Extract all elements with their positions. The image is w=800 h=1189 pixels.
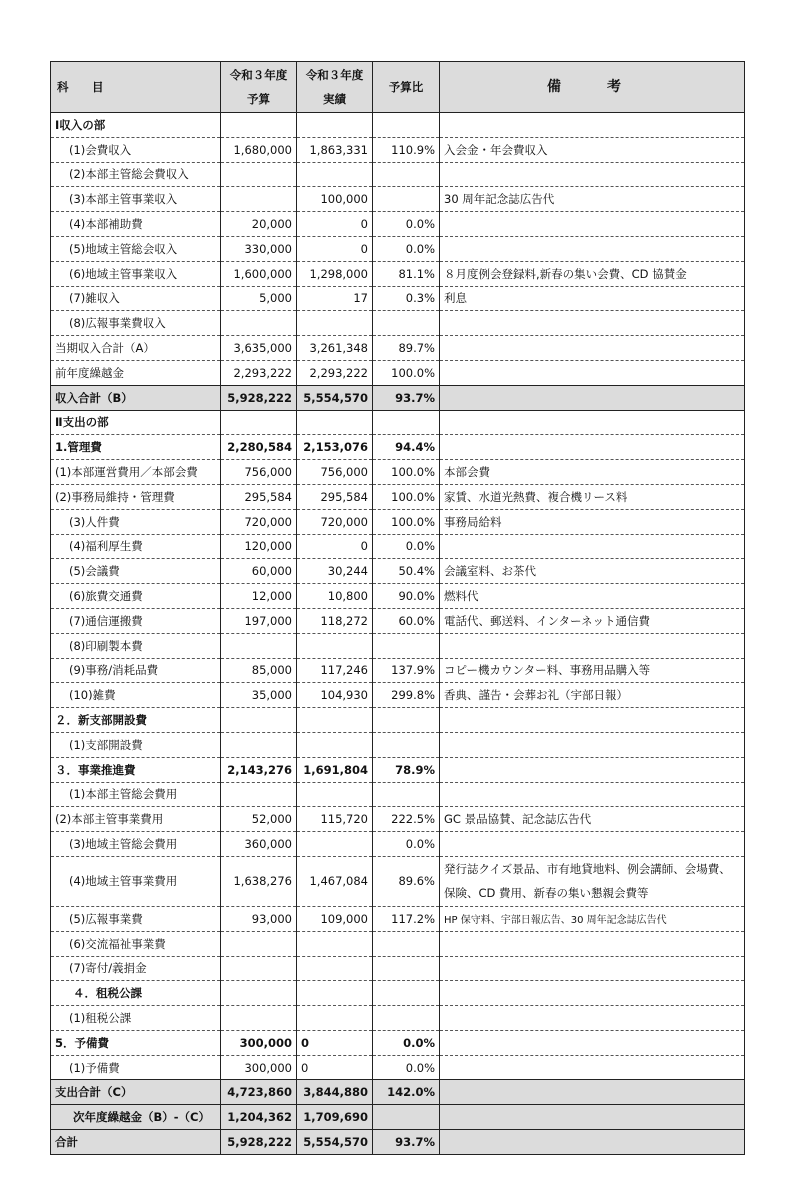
row-budget: 5,928,222 <box>221 385 297 410</box>
table-row <box>51 981 745 1006</box>
row-budget: 1,600,000 <box>221 261 297 286</box>
table-row <box>51 162 745 187</box>
row-label: (6)地域主管事業収入 <box>51 261 221 286</box>
row-budget: 93,000 <box>221 906 297 931</box>
row-budget <box>221 931 297 956</box>
row-budget: 300,000 <box>221 1030 297 1055</box>
table-row <box>51 708 745 733</box>
row-ratio <box>373 1006 440 1031</box>
row-remarks: 入会金・年会費収入 <box>440 137 745 162</box>
row-ratio: 93.7% <box>373 385 440 410</box>
table-row <box>51 559 745 584</box>
row-ratio: 100.0% <box>373 360 440 385</box>
row-budget: 330,000 <box>221 236 297 261</box>
row-ratio: 93.7% <box>373 1130 440 1155</box>
row-ratio: 0.0% <box>373 236 440 261</box>
row-label: (6)交流福祉事業費 <box>51 931 221 956</box>
row-remarks <box>440 757 745 782</box>
row-ratio <box>373 732 440 757</box>
row-label: (1)会費収入 <box>51 137 221 162</box>
row-budget: 2,280,584 <box>221 435 297 460</box>
row-actual: 100,000 <box>297 187 373 212</box>
header-actual-label: 実績 <box>323 92 346 106</box>
row-budget: 360,000 <box>221 832 297 857</box>
row-remarks: ８月度例会登録料,新春の集い会費、CD 協賛金 <box>440 261 745 286</box>
row-remarks: 会議室料、お茶代 <box>440 559 745 584</box>
row-budget <box>221 956 297 981</box>
row-ratio <box>373 162 440 187</box>
row-remarks: 30 周年記念誌広告代 <box>440 187 745 212</box>
row-label: (1)支部開設費 <box>51 732 221 757</box>
table-row <box>51 460 745 485</box>
row-budget: 52,000 <box>221 807 297 832</box>
table-row <box>51 410 745 435</box>
row-label: (5)地域主管総会収入 <box>51 236 221 261</box>
row-actual: 1,863,331 <box>297 137 373 162</box>
row-actual: 0 <box>297 1030 373 1055</box>
row-label: 合計 <box>51 1130 221 1155</box>
row-ratio: 0.3% <box>373 286 440 311</box>
row-remarks: 発行誌クイズ景品、市有地貸地料、例会講師、会場費、保険、CD 費用、新春の集い懇親会費等 <box>440 856 745 906</box>
row-actual <box>297 410 373 435</box>
table-row <box>51 584 745 609</box>
row-actual: 30,244 <box>297 559 373 584</box>
row-actual: 5,554,570 <box>297 1130 373 1155</box>
table-row <box>51 509 745 534</box>
row-budget: 5,000 <box>221 286 297 311</box>
table-row <box>51 832 745 857</box>
row-ratio: 0.0% <box>373 1055 440 1080</box>
table-row <box>51 484 745 509</box>
row-actual: 17 <box>297 286 373 311</box>
header-actual-year: 令和３年度 <box>305 68 364 82</box>
table-row <box>51 658 745 683</box>
row-label: 収入合計（B） <box>51 385 221 410</box>
header-subject: 科 目 <box>51 62 221 113</box>
row-actual: 720,000 <box>297 509 373 534</box>
row-budget: 20,000 <box>221 212 297 237</box>
row-label: (1)本部運営費用／本部会費 <box>51 460 221 485</box>
row-label: (1)本部主管総会費用 <box>51 782 221 807</box>
row-remarks <box>440 1030 745 1055</box>
table-row <box>51 286 745 311</box>
row-remarks: 事務局給料 <box>440 509 745 534</box>
row-ratio: 100.0% <box>373 484 440 509</box>
row-budget: 300,000 <box>221 1055 297 1080</box>
row-ratio: 0.0% <box>373 1030 440 1055</box>
row-label: 5．予備費 <box>51 1030 221 1055</box>
row-ratio: 222.5% <box>373 807 440 832</box>
row-label: (4)本部補助費 <box>51 212 221 237</box>
row-remarks <box>440 311 745 336</box>
row-remarks <box>440 832 745 857</box>
row-actual <box>297 162 373 187</box>
row-actual <box>297 782 373 807</box>
row-budget: 1,204,362 <box>221 1105 297 1130</box>
row-actual: 5,554,570 <box>297 385 373 410</box>
row-budget: 60,000 <box>221 559 297 584</box>
row-ratio: 94.4% <box>373 435 440 460</box>
header-budget <box>221 62 297 113</box>
row-actual <box>297 633 373 658</box>
row-remarks: HP 保守料、宇部日報広告、30 周年記念誌広告代 <box>440 906 745 931</box>
row-actual <box>297 708 373 733</box>
row-remarks: GC 景品協賛、記念誌広告代 <box>440 807 745 832</box>
row-remarks <box>440 1105 745 1130</box>
row-ratio <box>373 782 440 807</box>
row-ratio: 89.6% <box>373 856 440 906</box>
row-ratio: 137.9% <box>373 658 440 683</box>
row-ratio <box>373 311 440 336</box>
row-budget <box>221 732 297 757</box>
row-actual: 10,800 <box>297 584 373 609</box>
row-actual: 1,298,000 <box>297 261 373 286</box>
row-remarks <box>440 956 745 981</box>
table-row <box>51 137 745 162</box>
row-ratio: 60.0% <box>373 608 440 633</box>
row-remarks <box>440 113 745 138</box>
row-ratio <box>373 1105 440 1130</box>
table-row <box>51 360 745 385</box>
row-ratio: 299.8% <box>373 683 440 708</box>
row-budget: 3,635,000 <box>221 336 297 361</box>
row-actual <box>297 956 373 981</box>
table-row <box>51 212 745 237</box>
row-label: Ⅰ収入の部 <box>51 113 221 138</box>
row-label: (2)本部主管事業費用 <box>51 807 221 832</box>
table-row <box>51 1130 745 1155</box>
row-remarks: コピー機カウンター料、事務用品購入等 <box>440 658 745 683</box>
row-label: (8)広報事業費収入 <box>51 311 221 336</box>
row-budget <box>221 113 297 138</box>
row-ratio: 50.4% <box>373 559 440 584</box>
row-remarks <box>440 931 745 956</box>
table-row <box>51 1006 745 1031</box>
row-ratio: 100.0% <box>373 509 440 534</box>
row-ratio: 78.9% <box>373 757 440 782</box>
row-remarks: 燃料代 <box>440 584 745 609</box>
row-actual <box>297 1006 373 1031</box>
row-budget: 85,000 <box>221 658 297 683</box>
row-ratio: 100.0% <box>373 460 440 485</box>
row-actual <box>297 981 373 1006</box>
row-ratio: 142.0% <box>373 1080 440 1105</box>
table-row <box>51 931 745 956</box>
table-row <box>51 856 745 906</box>
row-remarks: 香典、謹告・会葬お礼（宇部日報） <box>440 683 745 708</box>
row-label: (2)事務局維持・管理費 <box>51 484 221 509</box>
row-ratio <box>373 931 440 956</box>
row-actual: 3,261,348 <box>297 336 373 361</box>
table-row <box>51 236 745 261</box>
header-budget-year: 令和３年度 <box>229 68 288 82</box>
table-row <box>51 113 745 138</box>
row-label: 当期収入合計（A） <box>51 336 221 361</box>
report-body <box>51 113 745 1155</box>
row-ratio <box>373 410 440 435</box>
row-ratio: 89.7% <box>373 336 440 361</box>
row-label: (3)本部主管事業収入 <box>51 187 221 212</box>
row-budget <box>221 187 297 212</box>
row-remarks: 電話代、郵送料、インターネット通信費 <box>440 608 745 633</box>
budget-report-table <box>50 61 745 1155</box>
row-label: 前年度繰越金 <box>51 360 221 385</box>
row-actual: 0 <box>297 1055 373 1080</box>
table-row <box>51 385 745 410</box>
row-actual <box>297 311 373 336</box>
row-label: ４．租税公課 <box>51 981 221 1006</box>
header-actual <box>297 62 373 113</box>
row-label: (7)寄付/義捐金 <box>51 956 221 981</box>
row-budget: 1,638,276 <box>221 856 297 906</box>
row-actual: 104,930 <box>297 683 373 708</box>
row-actual: 0 <box>297 236 373 261</box>
table-row <box>51 1080 745 1105</box>
row-ratio: 117.2% <box>373 906 440 931</box>
row-label: (7)通信運搬費 <box>51 608 221 633</box>
row-budget <box>221 782 297 807</box>
row-label: 支出合計（C） <box>51 1080 221 1105</box>
row-remarks <box>440 732 745 757</box>
row-budget: 4,723,860 <box>221 1080 297 1105</box>
row-actual <box>297 832 373 857</box>
row-budget: 120,000 <box>221 534 297 559</box>
row-ratio <box>373 633 440 658</box>
row-label: (4)福利厚生費 <box>51 534 221 559</box>
row-label: Ⅱ支出の部 <box>51 410 221 435</box>
table-row <box>51 435 745 460</box>
row-ratio <box>373 187 440 212</box>
row-label: (3)人件費 <box>51 509 221 534</box>
row-ratio: 110.9% <box>373 137 440 162</box>
row-actual: 0 <box>297 212 373 237</box>
table-row <box>51 187 745 212</box>
row-remarks <box>440 360 745 385</box>
row-remarks: 利息 <box>440 286 745 311</box>
row-label: (3)地域主管総会費用 <box>51 832 221 857</box>
table-row <box>51 1030 745 1055</box>
row-label: 1.管理費 <box>51 435 221 460</box>
row-label: 次年度繰越金（B）-（C） <box>51 1105 221 1130</box>
row-ratio <box>373 956 440 981</box>
row-budget: 12,000 <box>221 584 297 609</box>
row-label: (2)本部主管総会費収入 <box>51 162 221 187</box>
row-actual: 1,709,690 <box>297 1105 373 1130</box>
row-budget: 5,928,222 <box>221 1130 297 1155</box>
row-actual: 295,584 <box>297 484 373 509</box>
row-remarks <box>440 1080 745 1105</box>
table-row <box>51 956 745 981</box>
row-remarks <box>440 1006 745 1031</box>
row-label: (1)予備費 <box>51 1055 221 1080</box>
row-budget <box>221 981 297 1006</box>
row-actual <box>297 732 373 757</box>
table-row <box>51 261 745 286</box>
row-budget: 1,680,000 <box>221 137 297 162</box>
row-budget: 756,000 <box>221 460 297 485</box>
row-budget: 2,293,222 <box>221 360 297 385</box>
table-row <box>51 807 745 832</box>
table-row <box>51 757 745 782</box>
row-ratio: 90.0% <box>373 584 440 609</box>
table-row <box>51 732 745 757</box>
table-row <box>51 633 745 658</box>
row-label: (1)租税公課 <box>51 1006 221 1031</box>
row-actual: 115,720 <box>297 807 373 832</box>
header-ratio: 予算比 <box>373 62 440 113</box>
table-row <box>51 1055 745 1080</box>
row-remarks <box>440 410 745 435</box>
row-remarks <box>440 633 745 658</box>
row-ratio: 0.0% <box>373 212 440 237</box>
row-budget <box>221 311 297 336</box>
row-budget <box>221 1006 297 1031</box>
row-actual: 118,272 <box>297 608 373 633</box>
row-budget: 720,000 <box>221 509 297 534</box>
table-row <box>51 683 745 708</box>
row-label: (9)事務/消耗品費 <box>51 658 221 683</box>
table-row <box>51 534 745 559</box>
row-remarks <box>440 162 745 187</box>
row-actual: 1,691,804 <box>297 757 373 782</box>
row-remarks <box>440 981 745 1006</box>
row-actual: 109,000 <box>297 906 373 931</box>
row-remarks: 家賃、水道光熱費、複合機リース料 <box>440 484 745 509</box>
table-row <box>51 608 745 633</box>
row-budget <box>221 162 297 187</box>
row-remarks <box>440 212 745 237</box>
row-actual <box>297 113 373 138</box>
row-budget: 2,143,276 <box>221 757 297 782</box>
row-remarks <box>440 385 745 410</box>
table-row <box>51 311 745 336</box>
row-remarks <box>440 1055 745 1080</box>
row-remarks <box>440 1130 745 1155</box>
header-remarks: 備 考 <box>440 62 745 113</box>
row-label: ３．事業推進費 <box>51 757 221 782</box>
row-actual: 756,000 <box>297 460 373 485</box>
row-budget <box>221 633 297 658</box>
table-row <box>51 906 745 931</box>
table-row <box>51 1105 745 1130</box>
row-actual: 2,153,076 <box>297 435 373 460</box>
table-row <box>51 782 745 807</box>
header-row <box>51 62 745 113</box>
row-actual: 1,467,084 <box>297 856 373 906</box>
row-ratio <box>373 981 440 1006</box>
row-label: (6)旅費交通費 <box>51 584 221 609</box>
row-label: (5)会議費 <box>51 559 221 584</box>
row-remarks <box>440 782 745 807</box>
row-ratio: 0.0% <box>373 534 440 559</box>
row-remarks <box>440 236 745 261</box>
row-actual: 117,246 <box>297 658 373 683</box>
row-actual <box>297 931 373 956</box>
row-budget: 295,584 <box>221 484 297 509</box>
row-label: (4)地域主管事業費用 <box>51 856 221 906</box>
row-label: (8)印刷製本費 <box>51 633 221 658</box>
row-budget: 197,000 <box>221 608 297 633</box>
row-label: (5)広報事業費 <box>51 906 221 931</box>
row-remarks <box>440 336 745 361</box>
header-budget-label: 予算 <box>247 92 270 106</box>
row-actual: 0 <box>297 534 373 559</box>
table-row <box>51 336 745 361</box>
row-remarks <box>440 534 745 559</box>
row-label: ２．新支部開設費 <box>51 708 221 733</box>
row-remarks <box>440 708 745 733</box>
row-ratio: 81.1% <box>373 261 440 286</box>
row-budget <box>221 410 297 435</box>
row-ratio <box>373 113 440 138</box>
row-label: (10)雑費 <box>51 683 221 708</box>
row-ratio: 0.0% <box>373 832 440 857</box>
row-remarks: 本部会費 <box>440 460 745 485</box>
row-actual: 2,293,222 <box>297 360 373 385</box>
row-ratio <box>373 708 440 733</box>
row-label: (7)雑収入 <box>51 286 221 311</box>
row-actual: 3,844,880 <box>297 1080 373 1105</box>
row-budget <box>221 708 297 733</box>
row-remarks <box>440 435 745 460</box>
row-budget: 35,000 <box>221 683 297 708</box>
